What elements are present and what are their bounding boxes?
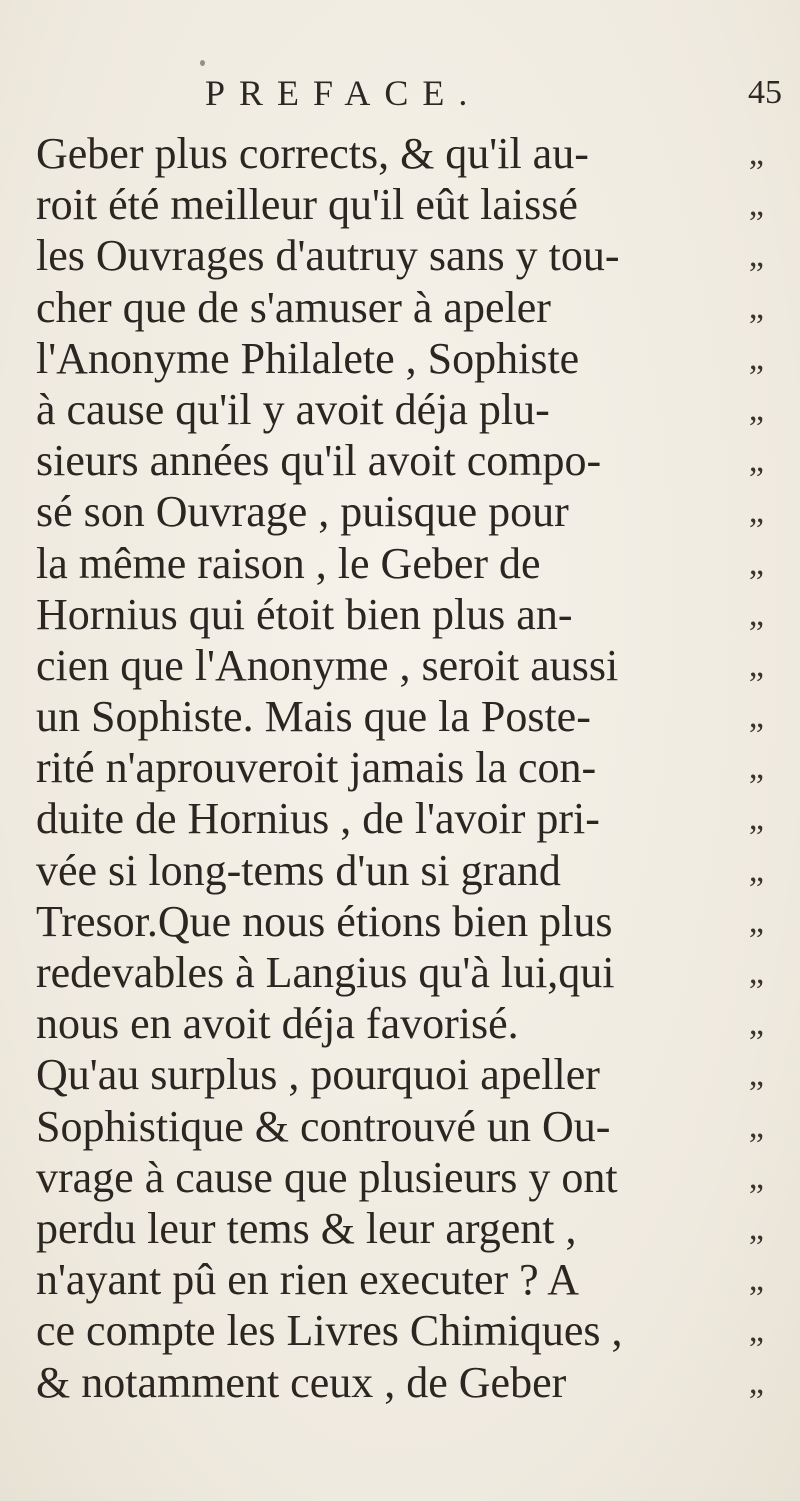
body-text xyxy=(36,128,764,1408)
line-text: l'Anonyme Philalete , Sophiste xyxy=(36,333,580,383)
text-line xyxy=(36,230,764,281)
quote-mark: „ xyxy=(748,954,764,991)
line-text: cher que de s'amuser à apeler xyxy=(36,282,551,332)
text-line xyxy=(36,896,764,947)
text-line xyxy=(36,589,764,640)
text-line xyxy=(36,179,764,230)
line-text: un Sophiste. Mais que la Poste- xyxy=(36,692,591,742)
text-line xyxy=(36,486,764,537)
quote-mark: „ xyxy=(748,1005,764,1043)
line-text: n'ayant pû en rien executer ? A xyxy=(36,1255,580,1305)
text-line xyxy=(36,1101,764,1152)
line-text: Hornius qui étoit bien plus an- xyxy=(36,589,573,639)
quote-mark: „ xyxy=(748,851,764,889)
line-text: Qu'au surplus , pourquoi apeller xyxy=(36,1050,600,1100)
quote-mark: „ xyxy=(748,902,764,940)
quote-mark: „ xyxy=(748,493,764,531)
quote-mark: „ xyxy=(748,698,764,736)
text-line xyxy=(36,282,764,333)
line-text: sé son Ouvrage , puisque pour xyxy=(36,487,569,537)
ink-speck xyxy=(200,60,205,66)
text-line xyxy=(36,998,764,1049)
line-text: duite de Hornius , de l'avoir pri- xyxy=(36,794,600,844)
line-text: vée si long-tems d'un si grand xyxy=(36,845,561,895)
line-text: cien que l'Anonyme , seroit aussi xyxy=(36,640,619,690)
text-line xyxy=(36,1357,764,1408)
line-text: ce compte les Livres Chimiques , xyxy=(36,1306,623,1356)
quote-mark: „ xyxy=(748,1107,764,1145)
line-text: nous en avoit déja favorisé. xyxy=(36,999,519,1049)
line-text: Tresor.Que nous étions bien plus xyxy=(36,896,613,946)
quote-mark: „ xyxy=(748,646,764,684)
quote-mark: „ xyxy=(748,1261,764,1299)
line-text: redevables à Langius qu'à lui,qui xyxy=(36,948,615,997)
quote-mark: „ xyxy=(748,186,764,224)
line-text: les Ouvrages d'autruy sans y tou- xyxy=(36,231,620,281)
line-text: sieurs années qu'il avoit compo- xyxy=(36,436,602,486)
text-line xyxy=(36,1254,764,1305)
line-text: roit été meilleur qu'il eût laissé xyxy=(36,180,578,230)
text-line xyxy=(36,1152,764,1203)
line-text: la même raison , le Geber de xyxy=(36,538,541,588)
page-number: 45 xyxy=(748,74,782,111)
text-line xyxy=(36,435,764,486)
quote-mark: „ xyxy=(748,339,764,377)
text-line xyxy=(36,793,764,844)
quote-mark: „ xyxy=(748,749,764,787)
line-text: Sophistique & controuvé un Ou- xyxy=(36,1101,611,1151)
page-header xyxy=(0,52,800,112)
quote-mark: „ xyxy=(748,544,764,582)
text-line xyxy=(36,742,764,793)
line-text: Geber plus corrects, & qu'il au- xyxy=(36,129,589,178)
line-text: vrage à cause que plusieurs y ont xyxy=(36,1152,618,1202)
quote-mark: „ xyxy=(748,1312,764,1350)
quote-mark: „ xyxy=(748,1209,764,1247)
quote-mark: „ xyxy=(748,288,764,326)
running-head: PREFACE. xyxy=(205,73,482,113)
line-text: à cause qu'il y avoit déja plu- xyxy=(36,384,550,434)
text-line xyxy=(36,384,764,435)
quote-mark: „ xyxy=(748,1363,764,1401)
text-line xyxy=(36,1305,764,1356)
text-line xyxy=(36,845,764,896)
quote-mark: „ xyxy=(748,135,764,172)
quote-mark: „ xyxy=(748,1158,764,1196)
quote-mark: „ xyxy=(748,390,764,428)
quote-mark: „ xyxy=(748,442,764,480)
quote-mark: „ xyxy=(748,1056,764,1094)
text-line xyxy=(36,333,764,384)
line-text: perdu leur tems & leur argent , xyxy=(36,1203,577,1253)
quote-mark: „ xyxy=(748,800,764,838)
text-line xyxy=(36,691,764,742)
text-line xyxy=(36,1203,764,1254)
text-line xyxy=(36,1049,764,1100)
text-line xyxy=(36,947,764,998)
text-line xyxy=(36,128,764,179)
quote-mark: „ xyxy=(748,595,764,633)
quote-mark: „ xyxy=(748,237,764,275)
line-text: & notamment ceux , de Geber xyxy=(36,1357,567,1407)
text-line xyxy=(36,640,764,691)
text-line xyxy=(36,538,764,589)
line-text: rité n'aprouveroit jamais la con- xyxy=(36,743,597,793)
